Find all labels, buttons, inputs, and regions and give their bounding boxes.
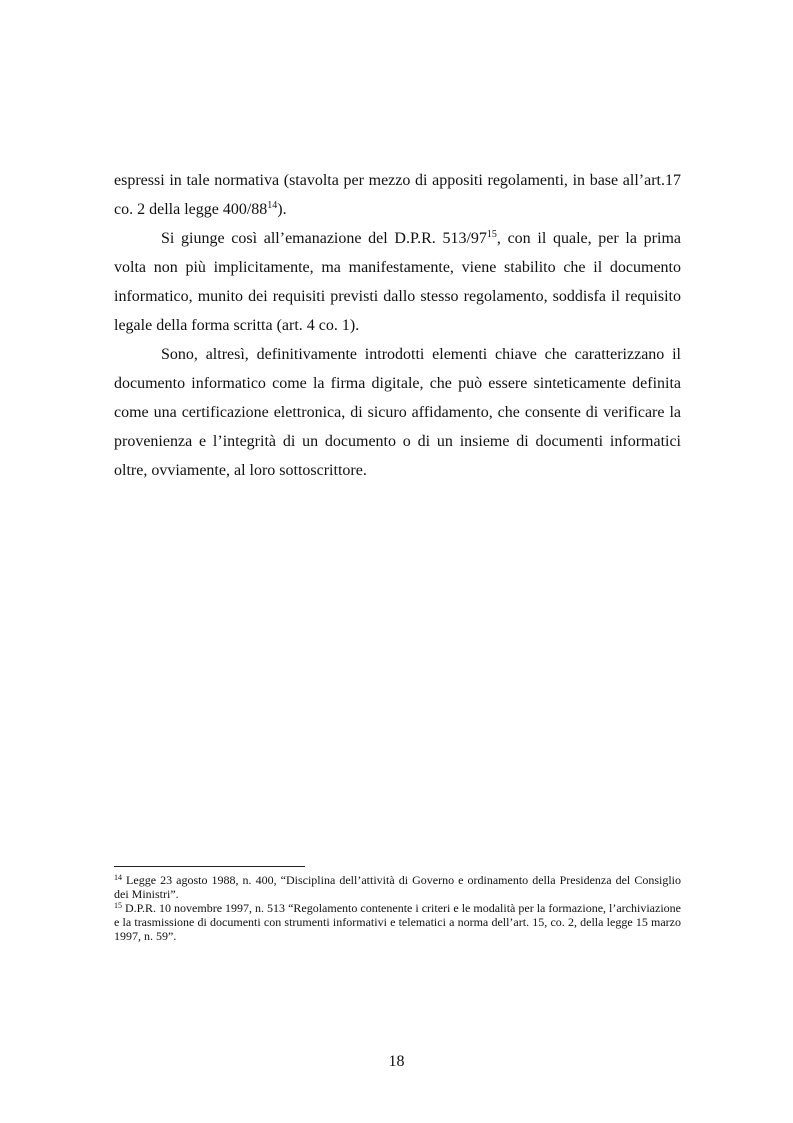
footnote-15: $^{15}$ D.P.R. 10 novembre 1997, n. 513 “Regolamento contenente i criteri e le modalità per la formazione, l’archiviazione e la trasmissione di documenti con strumenti informativi e telematici a norma dell’art. 15, co. 2, della legge 15 marzo 1997, n. 59”. <box>114 901 681 943</box>
footnote-number: 14 <box>114 873 122 882</box>
paragraph-3: Sono, altresì, definitivamente introdotti elementi chiave che caratterizzano il documento informatico come la firma digitale, che può essere sinteticamente definita come una certificazione elettronica, di sicuro affidamento, che consente di verificare la provenienza e l’integrità di un documento o di un insieme di documenti informatici oltre, ovviamente, al loro sottoscrittore. <box>114 346 681 479</box>
paragraph-2: Si giunge così all’emanazione del D.P.R. $513/97^{15}$, con il quale, per la prima volta non più implicitamente, ma manifestamente, viene stabilito che il documento informatico, munito dei requisiti previsti dallo stesso regolamento, soddisfa il requisito legale della forma scritta (art. 4 co. 1). <box>114 229 681 334</box>
footnote-14: $^{14}$ Legge 23 agosto 1988, n. 400, “Disciplina dell’attività di Governo e ordinamento della Presidenza del Consiglio dei Ministri”. <box>114 873 681 901</box>
footnotes <box>114 873 681 943</box>
footnote-ref-14[interactable]: 14 <box>267 200 278 211</box>
footnote-ref-15[interactable]: 15 <box>486 229 497 240</box>
main-text <box>114 166 681 485</box>
paragraph-1: espressi in tale normativa (stavolta per mezzo di appositi regolamenti, in base all’art.17 co. 2 della legge $400/88^{14}$). <box>114 172 681 218</box>
footnote-number: 15 <box>114 901 122 910</box>
footnote-separator <box>114 866 305 867</box>
page-number: 18 <box>388 1053 405 1070</box>
